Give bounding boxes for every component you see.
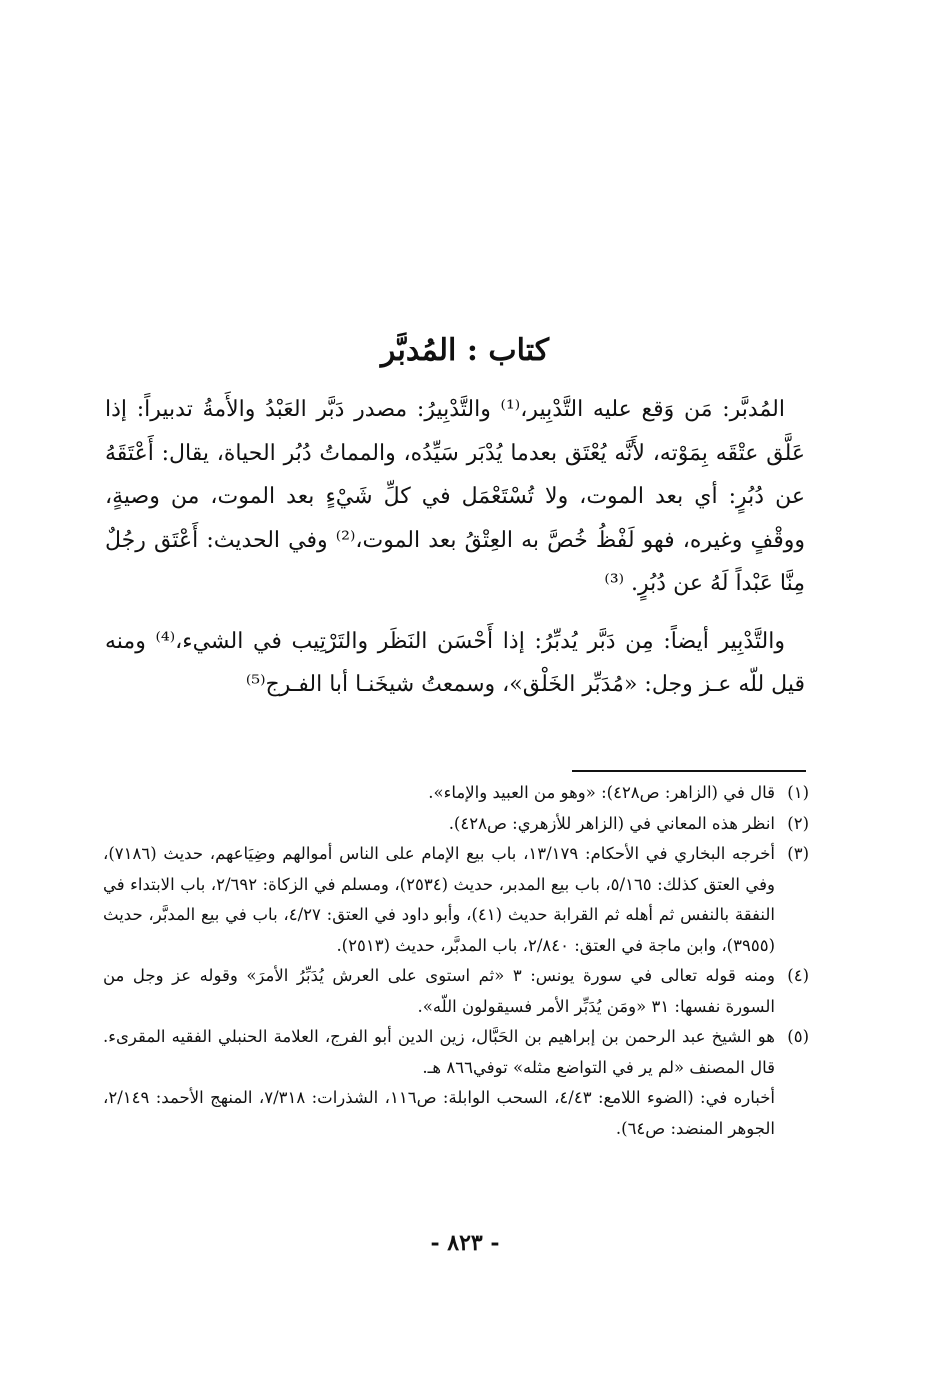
footnote-marker: (٢) [787, 813, 809, 833]
footnote-marker: (٣) [787, 844, 809, 863]
footnote-3 [103, 839, 809, 961]
footnote-text [103, 961, 775, 1022]
footnote-text [103, 839, 775, 961]
main-paragraph-1: المُدبَّر: مَن وَقع عليه التَّدْبِير،⁽¹⁾ والتَّدْبِيرُ: مصدر دَبَّر العَبْدُ والأَمةُ تدبيراً: إذا عَلَّق عتْقَه بِمَوْته، لأَنَّه يُعْتَق بعدما يُدْبَر سَيِّدُه، والمماتُ دُبُر الحياة، يقال: أَعْتَقَهُ عن دُبُرٍ: أي بعد الموت، ولا تُسْتَعْمَل في كلِّ شَيْءٍ بعد الموت، من وصيةٍ، ووقْفٍ وغيره، فهو لَفْظُ خُصَّ به العِتْقُ بعد الموت،⁽²⁾ وفي الحديث: أَعْتَق رجُلٌ مِنَّا عَبْداً لَهُ عن دُبُرٍ. ⁽³⁾ [105, 397, 805, 596]
footnote-text [103, 1022, 775, 1144]
chapter-title: كتاب : المُدبَّر [380, 333, 550, 368]
footnotes [103, 778, 809, 1144]
footnote-2 [103, 809, 809, 840]
footnote-5 [103, 1022, 809, 1144]
footnote-marker: (٥) [787, 1027, 809, 1046]
footnote-4 [103, 961, 809, 1022]
footnote-marker: (٤) [787, 966, 809, 985]
footnote-1 [103, 778, 809, 809]
footnote-marker: (١) [787, 783, 809, 802]
footnote-line: انظر هذه المعاني في (الزاهر للأزهري: ص٤٢٨). [448, 813, 775, 833]
footnote-line: أخرجه البخاري في الأحكام: ١٣/١٧٩، باب بيع الإمام على الناس أموالهم وضِيَاعهم، حديث (٧١٨٦)، وفي العتق كذلك: ٥/١٦٥، باب بيع المدبر، حديث (٢٥٣٤)، ومسلم في الزكاة: ٢/٦٩٢، باب الابتداء في النفقة بالنفس ثم أهله ثم القرابة حديث (٤١)، وأبو داود في العتق: ٤/٢٧، باب في بيع المدبَّر، حديث (٣٩٥٥)، وابن ماجة في العتق: ٢/٨٤٠، باب المدبَّر، حديث (٢٥١٣). [103, 844, 775, 955]
footnote-text [103, 778, 775, 809]
footnote-separator [572, 770, 806, 772]
footnote-text [103, 809, 775, 840]
footnote-line: قال في (الزاهر: ص٤٢٨): «وهو من العبيد والإماء». [428, 783, 775, 802]
footnote-line: ومنه قوله تعالى في سورة يونس: ٣ «ثم استوى على العرش يُدَبِّرُ الأمرَ» وقوله عز وجل من السورة نفسها: ٣١ «ومَن يُدَبِّر الأمر فسيقولون اللّه». [103, 966, 775, 1016]
page-number: - ٨٢٣ - [430, 1230, 500, 1256]
main-text [105, 388, 805, 707]
footnote-line: هو الشيخ عبد الرحمن بن إبراهيم بن الحَبَّال، زين الدين أبو الفرج، العلامة الحنبلي الفقيه المقرىء. قال المصنف «لم ير في التواضع مثله» توفي٨٦٦ هـ. [103, 1027, 775, 1077]
footnote-line: أخباره في: (الضوء اللامع: ٤/٤٣، السحب الوابلة: ص١١٦، الشذرات: ٧/٣١٨، المنهج الأحمد: ٢/١٤٩، الجوهر المنضد: ص٦٤). [103, 1088, 776, 1138]
main-paragraph-2: والتَّدْبِير أيضاً: مِن دَبَّر يُدبِّرُ: إذا أَحْسَن النَظَر والتَرْتِيب في الشيء،⁽⁴⁾ ومنه قيل للّه عـز وجل: «مُدَبِّر الخَلْق»، وسمعتُ شيخَنـا أبا الفـرج⁽⁵⁾ [105, 628, 805, 697]
